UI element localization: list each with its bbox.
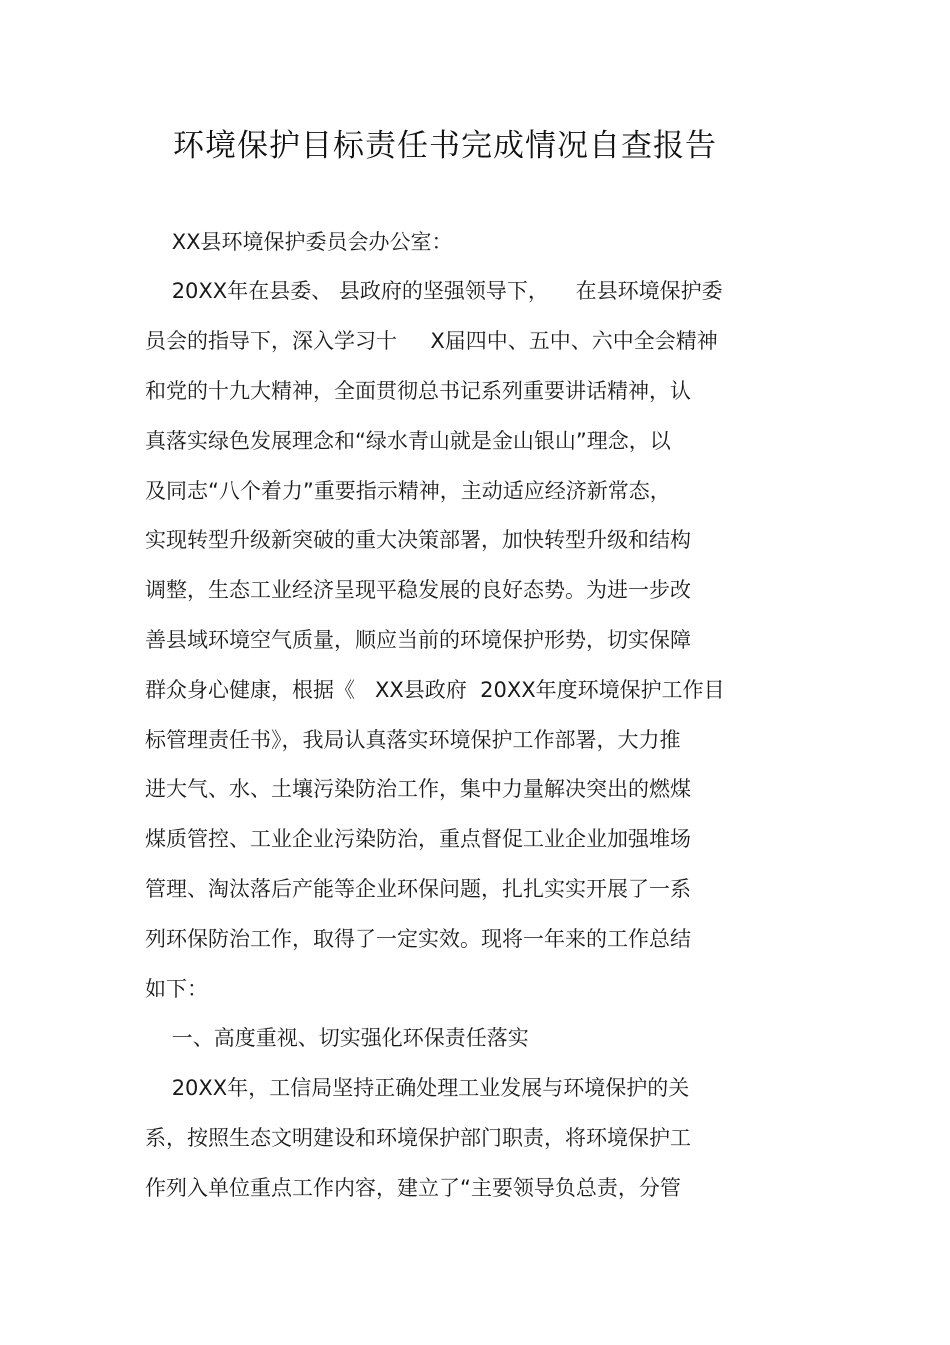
body-line: 如下： xyxy=(145,977,208,1001)
document-title: 环境保护目标责任书完成情况自查报告 xyxy=(173,128,717,164)
salutation-line: XX县环境保护委员会办公室： xyxy=(145,230,453,254)
body-line: 煤质管控、工业企业污染防治，重点督促工业企业加强堆场 xyxy=(145,827,691,851)
body-line: 列环保防治工作，取得了一定实效。现将一年来的工作总结 xyxy=(145,927,691,951)
body-line: 员会的指导下，深入学习十 X届四中、五中、六中全会精神 xyxy=(145,329,718,353)
body-line: 真落实绿色发展理念和“绿水青山就是金山银山”理念，以 xyxy=(145,429,671,453)
body-line: 和党的十九大精神，全面贯彻总书记系列重要讲话精神，认 xyxy=(145,379,691,403)
body-line: 作列入单位重点工作内容，建立了“主要领导负总责，分管 xyxy=(145,1176,681,1200)
body-line: 群众身心健康，根据《 XX县政府 20XX年度环境保护工作目 xyxy=(145,678,725,702)
body-line: 调整，生态工业经济呈现平稳发展的良好态势。为进一步改 xyxy=(145,578,691,602)
body-line: 标管理责任书》，我局认真落实环境保护工作部署，大力推 xyxy=(145,728,681,752)
body-line: 系，按照生态文明建设和环境保护部门职责，将环境保护工 xyxy=(145,1126,691,1150)
section-heading: 一、高度重视、切实强化环保责任落实 xyxy=(145,1026,529,1050)
body-line: 20XX年，工信局坚持正确处理工业发展与环境保护的关 xyxy=(145,1076,690,1100)
body-line: 管理、淘汰落后产能等企业环保问题，扎扎实实开展了一系 xyxy=(145,877,691,901)
body-line: 进大气、水、土壤污染防治工作，集中力量解决突出的燃煤 xyxy=(145,777,691,801)
body-line: 20XX年在县委、 县政府的坚强领导下， 在县环境保护委 xyxy=(145,279,723,303)
body-line: 善县域环境空气质量，顺应当前的环境保护形势，切实保障 xyxy=(145,628,691,652)
body-line: 及同志“八个着力”重要指示精神，主动适应经济新常态， xyxy=(145,479,671,503)
body-line: 实现转型升级新突破的重大决策部署，加快转型升级和结构 xyxy=(145,528,691,552)
